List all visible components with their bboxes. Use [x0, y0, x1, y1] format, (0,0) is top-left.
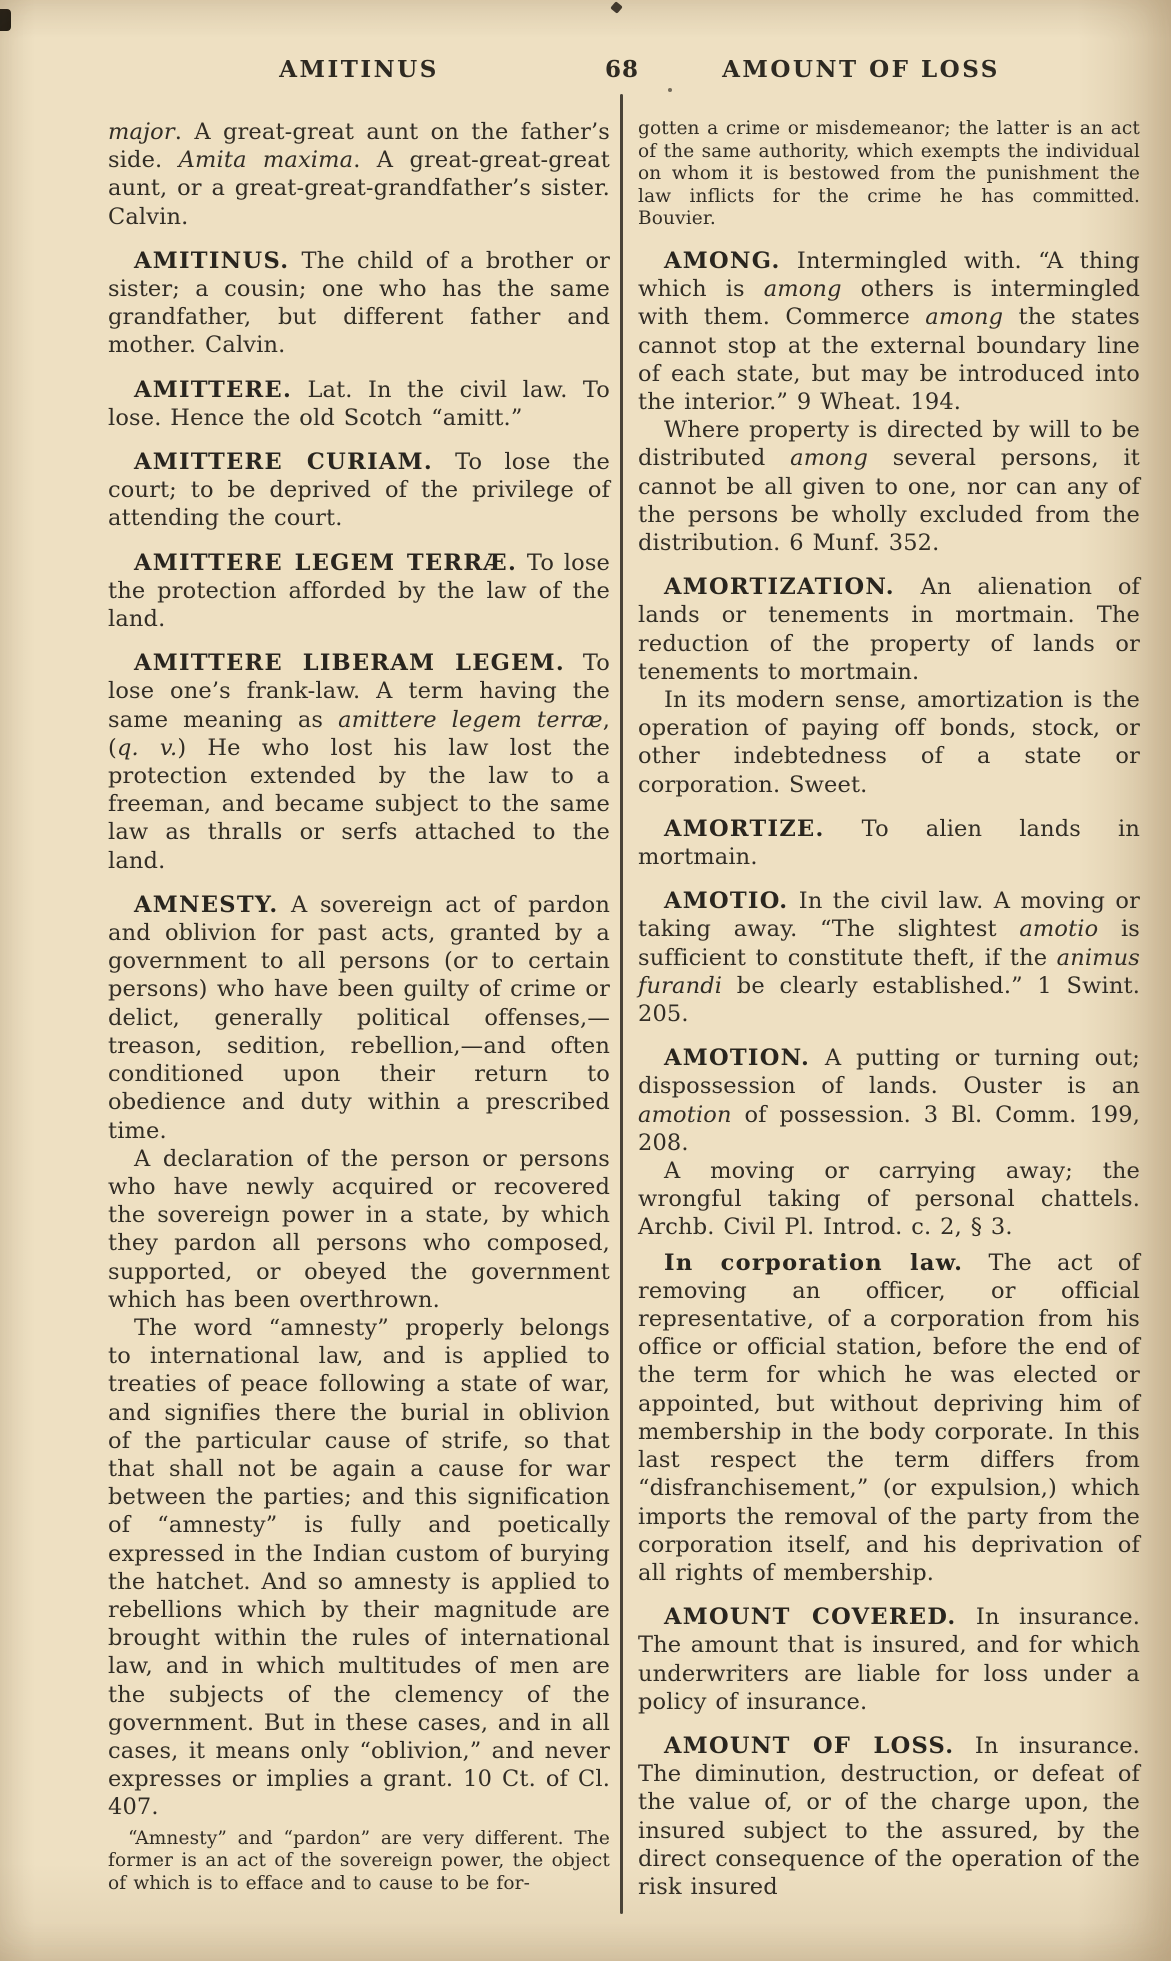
entry-amortization: AMORTIZATION. An alienation of lands or tenements in mortmain. The reduction of the property of lands or tenements to mortmain. [638, 574, 1140, 685]
left-column [108, 118, 610, 1895]
entry-among: AMONG. Intermingled with. “A thing which is among others is intermingled with them. Commerce among the states cannot stop at the external boundary line of each state, but may be introduced into the interior.” 9 Wheat. 194. [638, 247, 1140, 415]
amnesty-international-law-paragraph: The word “amnesty” properly belongs to international law, and is applied to treaties of peace following a state of war, and signifies there the burial in oblivion of the particular cause of strife, so that that shall not be again a cause for war between the parties; and this signification of “amnesty” is fully and poetically expressed in the Indian custom of burying the hatchet. And so amnesty is applied to rebellions which by their magnitude are brought within the rules of international law, and in which multitudes of men are the subjects of the clemency of the government. But in these cases, and in all cases, it means only “oblivion,” and never expresses or implies a grant. 10 Ct. of Cl. 407. [108, 1314, 610, 1821]
scan-artifact-corner-blot [0, 9, 11, 31]
amotion-corporation-law-paragraph: In corporation law. The act of removing an officer, or official representative, of a corporation from his office or official station, before the end of the term for which he was elected or appointed, but without depriving him of membership in the body corporate. In this last respect the term differs from “disfranchisement,” (or expulsion,) which imports the removal of the party from the corporation itself, and his deprivation of all rights of membership. [638, 1249, 1141, 1586]
entry-amittere-legem-terrae: AMITTERE LEGEM TERRÆ. To lose the protection afforded by the law of the land. [108, 549, 610, 633]
entry-amittere: AMITTERE. Lat. In the civil law. To lose. Hence the old Scotch “amitt.” [108, 376, 610, 431]
right-column [638, 118, 1140, 1901]
entry-amnesty: AMNESTY. A sovereign act of pardon and oblivion for past acts, granted by a government to all persons (or to certain persons) who have been guilty of crime or delict, generally political offenses,—treason, sedition, rebellion,—and often conditioned upon their return to obedience and duty within a prescribed time. [108, 891, 610, 1144]
fine-print-continuation: gotten a crime or misdemeanor; the latter is an act of the same authority, which exempts the individual on whom it is bestowed from the punishment the law inflicts for the crime he has committed. Bouvier. [638, 118, 1140, 230]
entry-amittere-curiam: AMITTERE CURIAM. To lose the court; to be deprived of the privilege of attending the court. [108, 449, 611, 532]
continuation-paragraph-amita-major: major. A great-great aunt on the father’s side. Amita maxima. A great-great-great aunt, or a great-great-grandfather’s sister. Calvin. [108, 119, 610, 230]
entry-amount-covered: AMOUNT COVERED. In insurance. The amount that is insured, and for which underwriters are liable for loss under a policy of insurance. [638, 1604, 1140, 1715]
among-distribution-paragraph: Where property is directed by will to be distributed among several persons, it cannot be all given to one, nor can any of the persons be wholly excluded from the distribution. 6 Munf. 352. [638, 417, 1140, 556]
entry-amotio: AMOTIO. In the civil law. A moving or taking away. “The slightest amotio is sufficient to constitute theft, if the animus furandi be clearly established.” 1 Swint. 205. [638, 888, 1140, 1028]
entry-amount-of-loss: AMOUNT OF LOSS. In insurance. The diminution, destruction, or defeat of the value of, or of the charge upon, the insured subject to the assured, by the direct consequence of the operation of the risk insured [638, 1732, 1140, 1900]
amnesty-pardon-fine-print: “Amnesty” and “pardon” are very different. The former is an act of the sovereign power, the object of which is to efface and to cause to be for- [108, 1827, 610, 1894]
scan-artifact-top-speck [610, 1, 623, 14]
amnesty-declaration-paragraph: A declaration of the person or persons who have newly acquired or recovered the sovereign power in a state, by which they pardon all persons who composed, supported, or obeyed the government which has been overthrown. [108, 1145, 610, 1313]
scan-artifact-dot [668, 88, 672, 92]
amotion-chattels-paragraph: A moving or carrying away; the wrongful taking of personal chattels. Archb. Civil Pl. Introd. c. 2, § 3. [638, 1158, 1140, 1241]
entry-amotion: AMOTION. A putting or turning out; dispossession of lands. Ouster is an amotion of possession. 3 Bl. Comm. 199, 208. [638, 1045, 1140, 1156]
amortization-modern-sense-paragraph: In its modern sense, amortization is the operation of paying off bonds, stock, or other indebtedness of a state or corporation. Sweet. [638, 687, 1140, 798]
column-divider-rule [620, 94, 623, 1914]
entry-amittere-liberam-legem: AMITTERE LIBERAM LEGEM. To lose one’s frank-law. A term having the same meaning as amittere legem terræ, (q. v.) He who lost his law lost the protection extended by the law to a freeman, and became subject to the same law as thralls or serfs attached to the land. [108, 650, 610, 874]
running-head-left: AMITINUS [279, 56, 439, 83]
entry-amitinus: AMITINUS. The child of a brother or sister; a cousin; one who has the same grandfather, but different father and mother. Calvin. [108, 247, 610, 359]
page-number: 68 [604, 56, 639, 83]
entry-amortize: AMORTIZE. To alien lands in mortmain. [638, 815, 1140, 871]
running-head-right: AMOUNT OF LOSS [722, 56, 1000, 83]
